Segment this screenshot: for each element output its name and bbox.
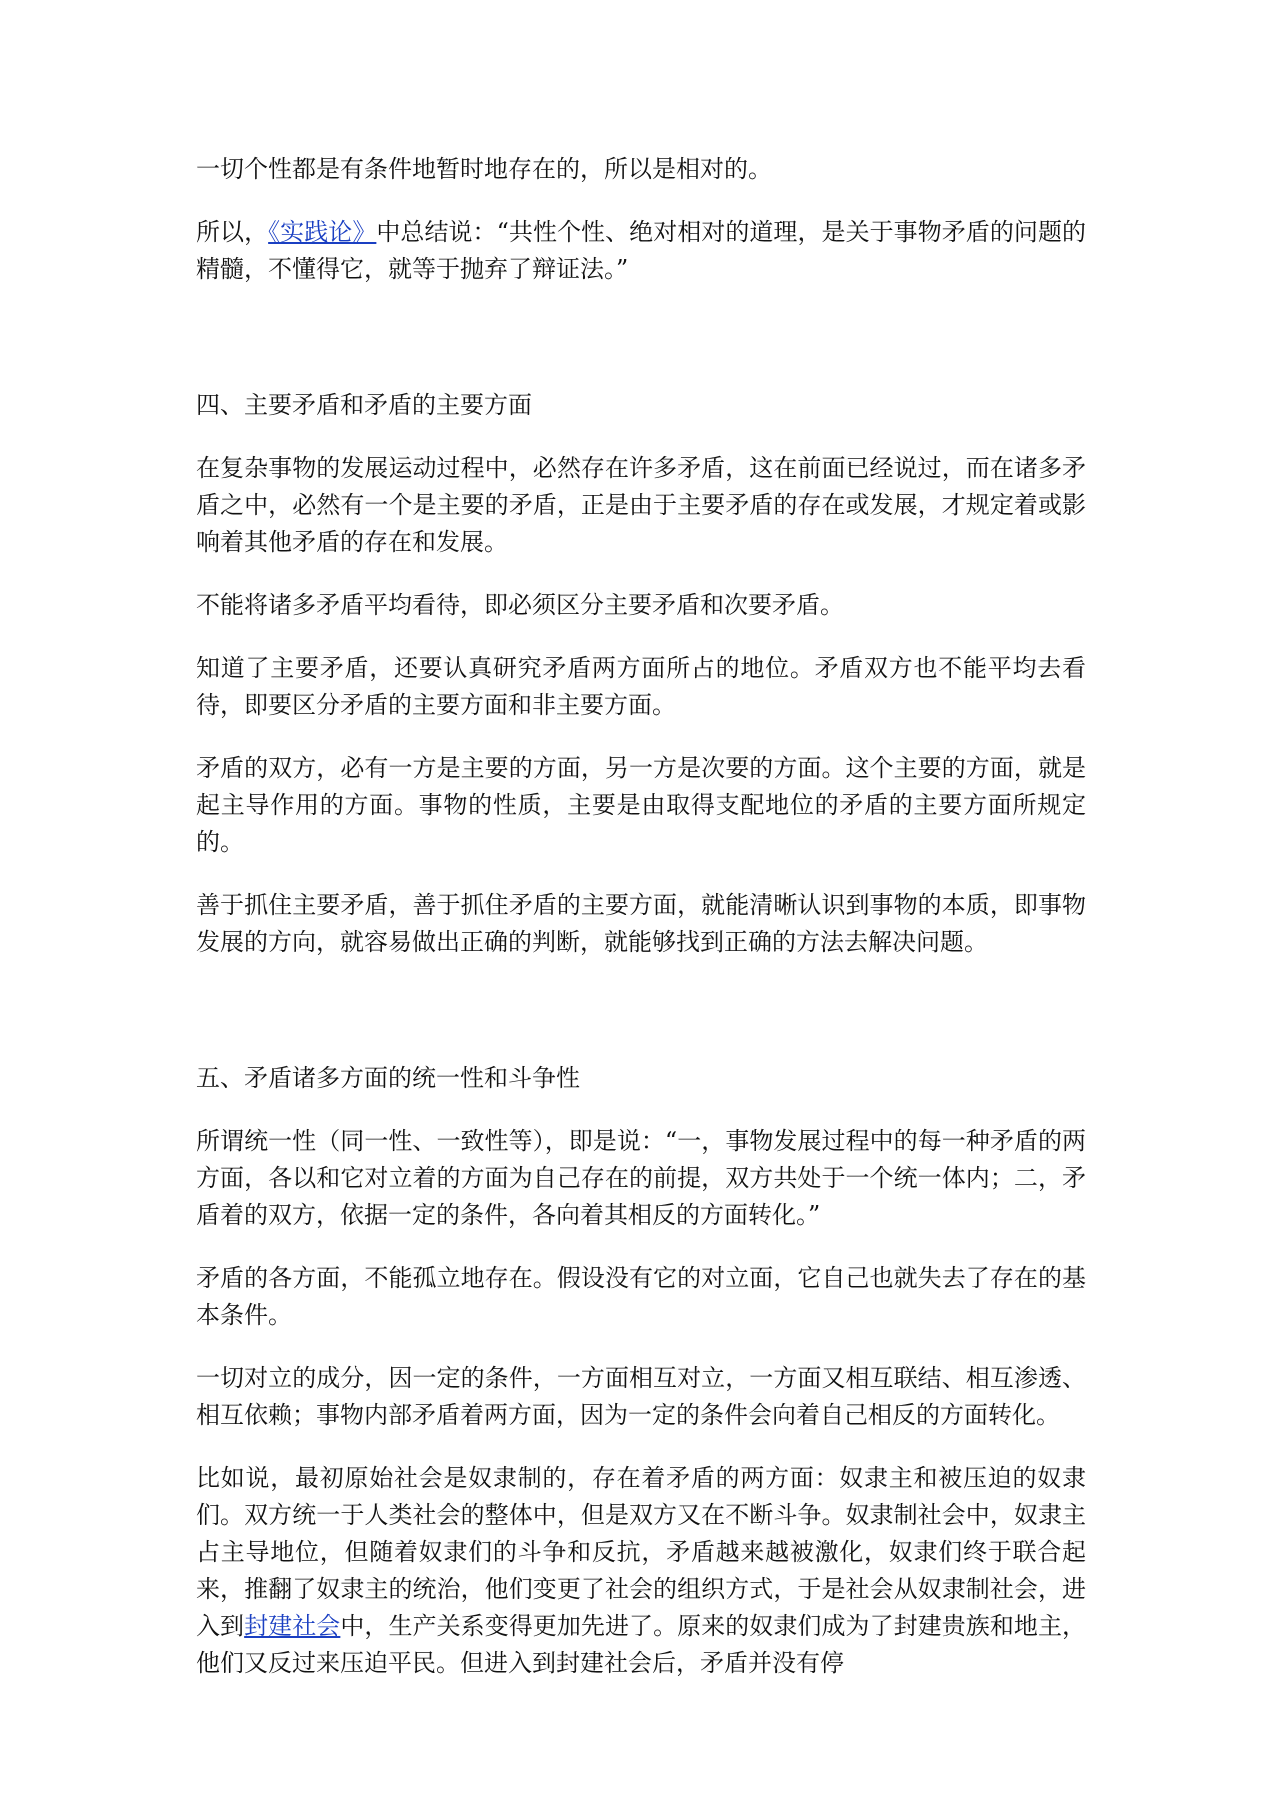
paragraph: 矛盾的双方，必有一方是主要的方面，另一方是次要的方面。这个主要的方面，就是起主导作用的方面。事物的性质，主要是由取得支配地位的矛盾的主要方面所规定的。 — [196, 754, 1086, 856]
document-body — [196, 151, 1086, 1708]
section-spacer — [196, 314, 1086, 387]
paragraph: 所谓统一性（同一性、一致性等），即是说：“一，事物发展过程中的每一种矛盾的两方面，各以和它对立着的方面为自己存在的前提，双方共处于一个统一体内；二，矛盾着的双方，依据一定的条件，各向着其相反的方面转化。” — [196, 1127, 1086, 1229]
paragraph-with-link — [196, 1460, 1086, 1682]
paragraph: 知道了主要矛盾，还要认真研究矛盾两方面所占的地位。矛盾双方也不能平均去看待，即要区分矛盾的主要方面和非主要方面。 — [196, 654, 1086, 719]
link-fengjianshehui[interactable]: 封建社会 — [244, 1612, 341, 1640]
section-spacer — [196, 987, 1086, 1060]
paragraph-text-post: 中，生产关系变得更加先进了。原来的奴隶们成为了封建贵族和地主，他们又反过来压迫平民。但进入到封建社会后，矛盾并没有停 — [196, 1612, 1087, 1677]
paragraph-with-link — [196, 214, 1086, 288]
link-shijianlun[interactable]: 《实践论》 — [268, 218, 377, 246]
paragraph: 在复杂事物的发展运动过程中，必然存在许多矛盾，这在前面已经说过，而在诸多矛盾之中，必然有一个是主要的矛盾，正是由于主要矛盾的存在或发展，才规定着或影响着其他矛盾的存在和发展。 — [196, 454, 1086, 556]
paragraph: 一切个性都是有条件地暂时地存在的，所以是相对的。 — [196, 155, 772, 183]
section-heading: 四、主要矛盾和矛盾的主要方面 — [196, 391, 532, 419]
section-heading: 五、矛盾诸多方面的统一性和斗争性 — [196, 1064, 580, 1092]
paragraph: 矛盾的各方面，不能孤立地存在。假设没有它的对立面，它自己也就失去了存在的基本条件。 — [196, 1264, 1086, 1329]
paragraph-text-pre: 比如说，最初原始社会是奴隶制的，存在着矛盾的两方面：奴隶主和被压迫的奴隶们。双方统一于人类社会的整体中，但是双方又在不断斗争。奴隶制社会中，奴隶主占主导地位，但随着奴隶们的斗争和反抗，矛盾越来越被激化，奴隶们终于联合起来，推翻了奴隶主的统治，他们变更了社会的组织方式，于是社会从奴隶制社会，进入到 — [196, 1464, 1086, 1640]
paragraph: 不能将诸多矛盾平均看待，即必须区分主要矛盾和次要矛盾。 — [196, 591, 844, 619]
paragraph: 善于抓住主要矛盾，善于抓住矛盾的主要方面，就能清晰认识到事物的本质，即事物发展的方向，就容易做出正确的判断，就能够找到正确的方法去解决问题。 — [196, 891, 1086, 956]
paragraph-text-post: 中总结说：“共性个性、绝对相对的道理，是关于事物矛盾的问题的精髓，不懂得它，就等于抛弃了辩证法。” — [196, 218, 1086, 283]
paragraph-text-pre: 所以， — [196, 218, 269, 246]
paragraph: 一切对立的成分，因一定的条件，一方面相互对立，一方面又相互联结、相互渗透、相互依赖；事物内部矛盾着两方面，因为一定的条件会向着自己相反的方面转化。 — [196, 1364, 1086, 1429]
